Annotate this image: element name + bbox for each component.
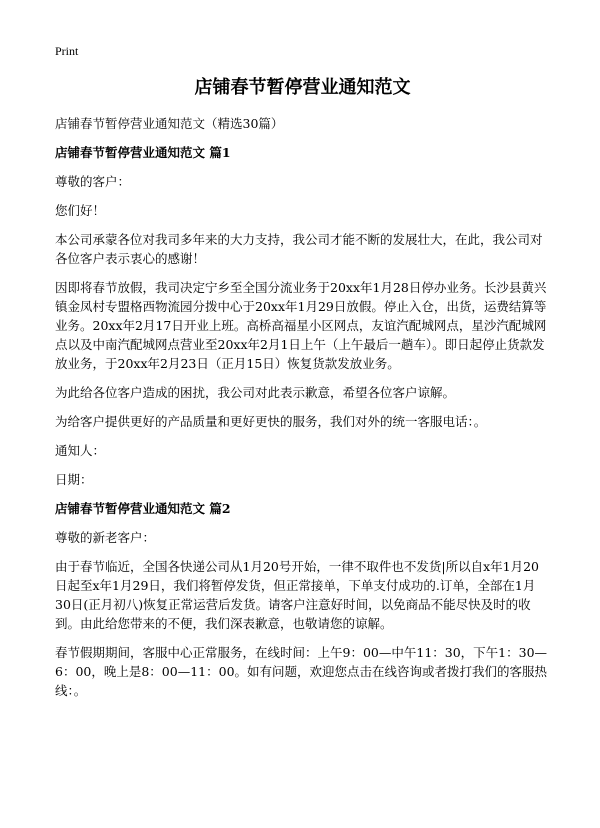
section-1-salutation: 尊敬的客户： [55, 174, 131, 189]
document-title: 店铺春节暂停营业通知范文 [194, 77, 411, 98]
section-2-paragraph-hours: 春节假期期间，客服中心正常服务，在线时间：上午9：00—中午11：30，下午1：30—6：00，晚上是8：00—11：00。如有问题，欢迎您点击在线咨询或者拨打我们的客服热线：。 [55, 645, 548, 698]
section-1-paragraph-thanks: 本公司承蒙各位对我司多年来的大力支持，我公司才能不断的发展壮大，在此，我公司对各位客户表示衷心的感谢！ [55, 232, 543, 266]
section-1-paragraph-schedule: 因即将春节放假，我司决定宁乡至全国分流业务于20xx年1月28日停办业务。长沙县黄兴镇金凤村专盟格西物流园分拨中心于20xx年1月29日放假。停止入仓，出货，运费结算等业务。20xx年2月17日开业上班。高桥高福星小区网点，友谊汽配城网点，星沙汽配城网点以及中南汽配城网点营业至20xx年2月1日上午（上午最后一趟车）。即日起停止货款发放业务，于20xx年2月23日（正月15日）恢复货款发放业务。 [55, 280, 547, 371]
section-1-greeting: 您们好！ [55, 203, 106, 218]
section-2-salutation: 尊敬的新老客户： [55, 530, 156, 545]
section-1-paragraph-apology: 为此给各位客户造成的困扰，我公司对此表示歉意，希望各位客户谅解。 [55, 385, 456, 400]
section-1-heading: 店铺春节暂停营业通知范文 篇1 [55, 145, 231, 160]
section-1-paragraph-service: 为给客户提供更好的产品质量和更好更快的服务，我们对外的统一客服电话：。 [55, 414, 487, 429]
section-2-paragraph-shipping: 由于春节临近，全国各快递公司从1月20号开始，一律不取件也不发货|所以自x年1月20日起至x年1月29日，我们将暂停发货，但正常接单，下单支付成功的.订单，全部在1月30日(正月初八)恢复正常运营后发货。请客户注意好时间，以免商品不能尽快及时的收到。由此给您带来的不便，我们深表歉意，也敬请您的谅解。 [55, 559, 539, 631]
document-subtitle: 店铺春节暂停营业通知范文（精选30篇） [55, 116, 284, 131]
print-link[interactable]: Print [55, 44, 79, 58]
section-1-notifier: 通知人： [55, 443, 106, 458]
section-2-heading: 店铺春节暂停营业通知范文 篇2 [55, 501, 231, 516]
section-1-date: 日期： [55, 472, 93, 487]
